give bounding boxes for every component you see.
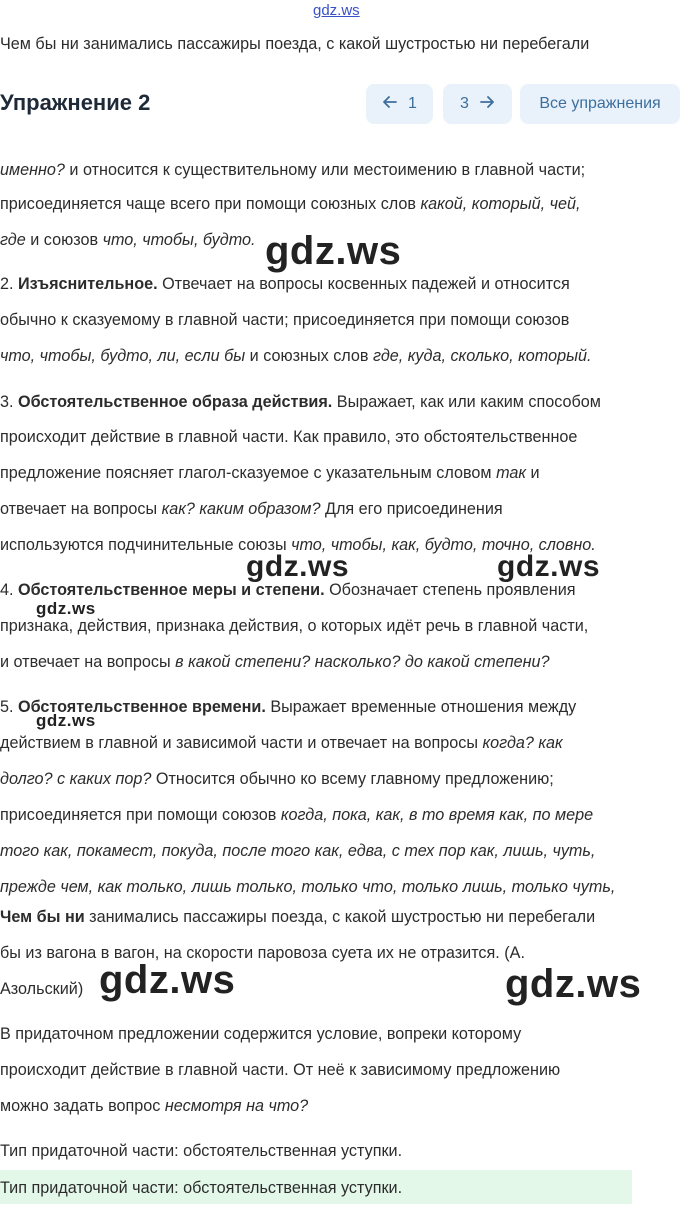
- watermark: gdz.ws: [36, 599, 96, 618]
- prev-exercise-button[interactable]: [366, 84, 433, 124]
- all-exercises-button[interactable]: [520, 84, 680, 124]
- text-line: 2. Изъяснительное. Отвечает на вопросы косвенных падежей и относится: [0, 275, 570, 293]
- watermark: gdz.ws: [497, 550, 601, 583]
- text-line: того как, покамест, покуда, после того как, едва, с тех пор как, лишь, чуть,: [0, 842, 596, 860]
- watermark: gdz.ws: [99, 958, 236, 1002]
- text-line: обычно к сказуемому в главной части; присоединяется при помощи союзов: [0, 311, 570, 329]
- arrow-right-icon: [479, 94, 495, 115]
- next-exercise-label: 3: [460, 95, 469, 112]
- text-line: что, чтобы, будто, ли, если бы и союзных слов где, куда, сколько, который.: [0, 347, 592, 365]
- text-line: Азольский): [0, 980, 84, 998]
- text-line: признака, действия, признака действия, о которых идёт речь в главной части,: [0, 617, 589, 635]
- text-line: можно задать вопрос несмотря на что?: [0, 1097, 309, 1115]
- arrow-left-icon: [382, 94, 398, 115]
- watermark: gdz.ws: [246, 550, 350, 583]
- prev-exercise-label: 1: [408, 95, 417, 112]
- text-line: действием в главной и зависимой части и отвечает на вопросы когда? как: [0, 734, 563, 752]
- text-line: прежде чем, как только, лишь только, только что, только лишь, только чуть,: [0, 878, 616, 896]
- text-line: используются подчинительные союзы что, чтобы, как, будто, точно, словно.: [0, 536, 596, 554]
- text-line: происходит действие в главной части. От неё к зависимому предложению: [0, 1061, 561, 1079]
- watermark: gdz.ws: [505, 962, 642, 1006]
- answer-type: Тип придаточной части: обстоятельственная уступки.: [0, 1142, 403, 1160]
- text-line: происходит действие в главной части. Как правило, это обстоятельственное: [0, 428, 578, 446]
- watermark: gdz.ws: [36, 711, 96, 730]
- all-exercises-label: Все упражнения: [539, 95, 661, 112]
- text-line: 5. Обстоятельственное времени. Выражает временные отношения между: [0, 698, 577, 716]
- text-line: присоединяется при помощи союзов когда, пока, как, в то время как, по мере: [0, 806, 594, 824]
- watermark: gdz.ws: [265, 229, 402, 273]
- highlighted-answer-text: Тип придаточной части: обстоятельственная уступки.: [0, 1179, 403, 1197]
- text-line: где и союзов что, чтобы, будто.: [0, 231, 256, 249]
- top-sentence: Чем бы ни занимались пассажиры поезда, с какой шустростью ни перебегали: [0, 35, 590, 53]
- text-line: и отвечает на вопросы в какой степени? насколько? до какой степени?: [0, 653, 550, 671]
- text-line: 3. Обстоятельственное образа действия. Выражает, как или каким способом: [0, 393, 601, 411]
- watermark-link-top[interactable]: gdz.ws: [313, 2, 360, 19]
- text-line: предложение поясняет глагол-сказуемое с указательным словом так и: [0, 464, 540, 482]
- text-line: присоединяется чаще всего при помощи союзных слов какой, который, чей,: [0, 195, 581, 213]
- next-exercise-button[interactable]: [443, 84, 512, 124]
- text-line: отвечает на вопросы как? каким образом? Для его присоединения: [0, 500, 503, 518]
- text-line: бы из вагона в вагон, на скорости паровоза суета их не отразится. (А.: [0, 944, 525, 962]
- text-line: долго? с каких пор? Относится обычно ко всему главному предложению;: [0, 770, 554, 788]
- text-line: В придаточном предложении содержится условие, вопреки которому: [0, 1025, 522, 1043]
- text-line: 4. Обстоятельственное меры и степени. Обозначает степень проявления: [0, 581, 576, 599]
- page-title: Упражнение 2: [0, 90, 151, 115]
- text-line: именно? и относится к существительному или местоимению в главной части;: [0, 161, 586, 179]
- text-line: Чем бы ни занимались пассажиры поезда, с какой шустростью ни перебегали: [0, 908, 596, 926]
